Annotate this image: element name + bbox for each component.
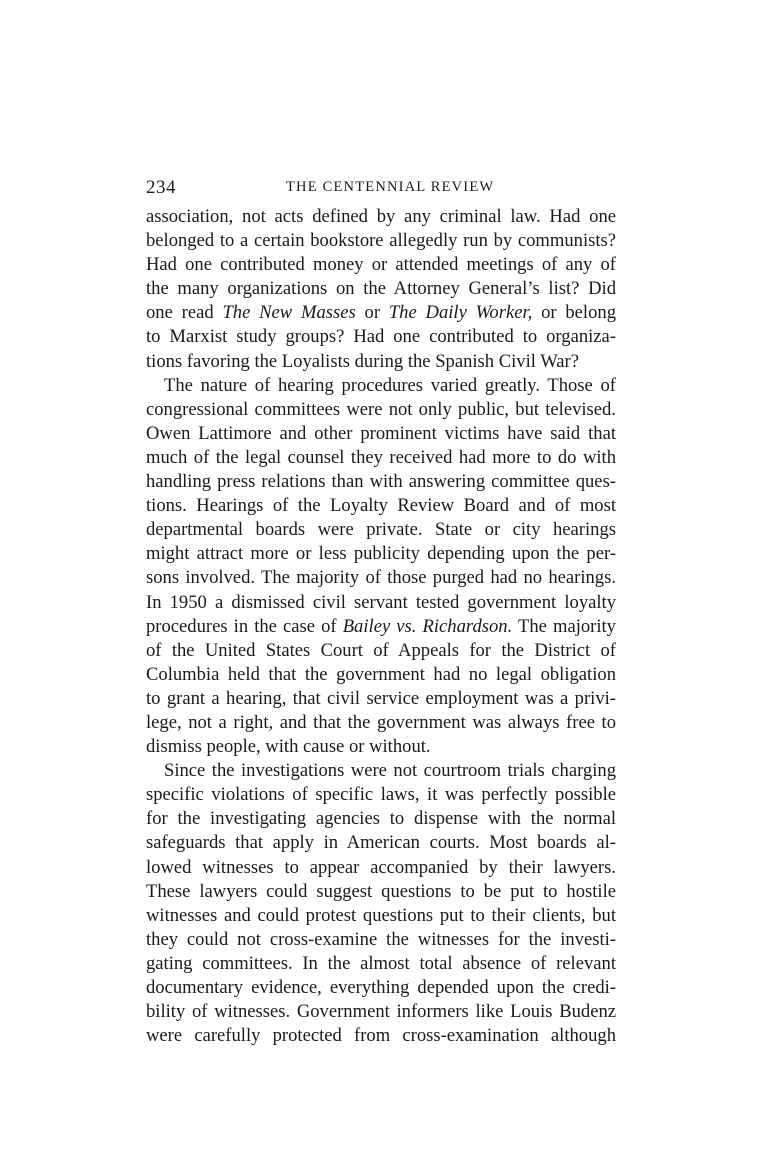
- text-line: Had one contributed money or attended meetings of any of: [146, 254, 616, 276]
- text-line: The nature of hearing procedures varied greatly. Those of: [164, 374, 616, 396]
- paragraph-3: [146, 759, 616, 1048]
- paragraph-1: [146, 205, 616, 374]
- text-line: tions. Hearings of the Loyalty Review Board and of most: [146, 495, 616, 517]
- text-line: much of the legal counsel they received had more to do with: [146, 446, 616, 468]
- text-line: lege, not a right, and that the government was always free to: [146, 711, 616, 733]
- text-run: or: [355, 302, 389, 324]
- text-line: In 1950 a dismissed civil servant tested government loyalty: [146, 591, 616, 613]
- publication-title: The New Masses: [222, 302, 356, 324]
- text-line: lowed witnesses to appear accompanied by their lawyers.: [146, 856, 616, 878]
- text-line: Since the investigations were not courtroom trials charging: [164, 760, 616, 782]
- text-line: congressional committees were not only public, but televised.: [146, 398, 616, 420]
- case-title: Bailey vs. Richardson.: [342, 615, 513, 637]
- text-line: witnesses and could protest questions put to their clients, but: [146, 904, 616, 926]
- text-line: dismiss people, with cause or without.: [146, 736, 431, 758]
- text-line: These lawyers could suggest questions to be put to hostile: [146, 880, 616, 902]
- paragraph-2: [146, 374, 616, 760]
- page-number: 234: [146, 177, 176, 198]
- publication-title: The Daily Worker,: [388, 302, 533, 324]
- text-line: might attract more or less publicity depending upon the per-: [146, 543, 616, 565]
- text-line: safeguards that apply in American courts. Most boards al-: [146, 832, 616, 854]
- text-line: to grant a hearing, that civil service employment was a privi-: [146, 687, 616, 709]
- text-line: specific violations of specific laws, it was perfectly possible: [146, 784, 616, 806]
- text-line: bility of witnesses. Government informers like Louis Budenz: [146, 1001, 616, 1023]
- text-run: or belong: [532, 302, 616, 324]
- text-run: procedures in the case of: [146, 615, 343, 637]
- text-run: one read: [146, 302, 223, 324]
- running-head: [146, 177, 616, 201]
- text-line: they could not cross-examine the witnesses for the investi-: [146, 928, 616, 950]
- text-line: [146, 615, 616, 639]
- text-line: Columbia held that the government had no legal obligation: [146, 663, 616, 685]
- journal-title: THE CENTENNIAL REVIEW: [286, 179, 495, 195]
- text-line: sons involved. The majority of those purged had no hearings.: [146, 567, 616, 589]
- text-line: documentary evidence, everything depended upon the credi-: [146, 977, 616, 998]
- text-line: Owen Lattimore and other prominent victims have said that: [146, 422, 616, 444]
- text-line: gating committees. In the almost total absence of relevant: [146, 952, 616, 974]
- text-line: [146, 301, 616, 325]
- text-line: handling press relations than with answering committee ques-: [146, 471, 616, 493]
- body-text: [146, 205, 616, 1048]
- text-line: of the United States Court of Appeals for the District of: [146, 639, 616, 661]
- text-line: tions favoring the Loyalists during the Spanish Civil War?: [146, 350, 579, 372]
- text-line: for the investigating agencies to dispense with the normal: [146, 808, 616, 830]
- text-run: The majority: [512, 615, 616, 637]
- text-line: the many organizations on the Attorney General’s list? Did: [146, 278, 616, 300]
- text-line: belonged to a certain bookstore allegedly run by communists?: [146, 230, 616, 252]
- text-line: departmental boards were private. State or city hearings: [146, 519, 616, 541]
- text-line: were carefully protected from cross-examination although: [146, 1025, 616, 1047]
- text-line: association, not acts defined by any criminal law. Had one: [146, 206, 616, 227]
- text-line: to Marxist study groups? Had one contributed to organiza-: [146, 326, 616, 348]
